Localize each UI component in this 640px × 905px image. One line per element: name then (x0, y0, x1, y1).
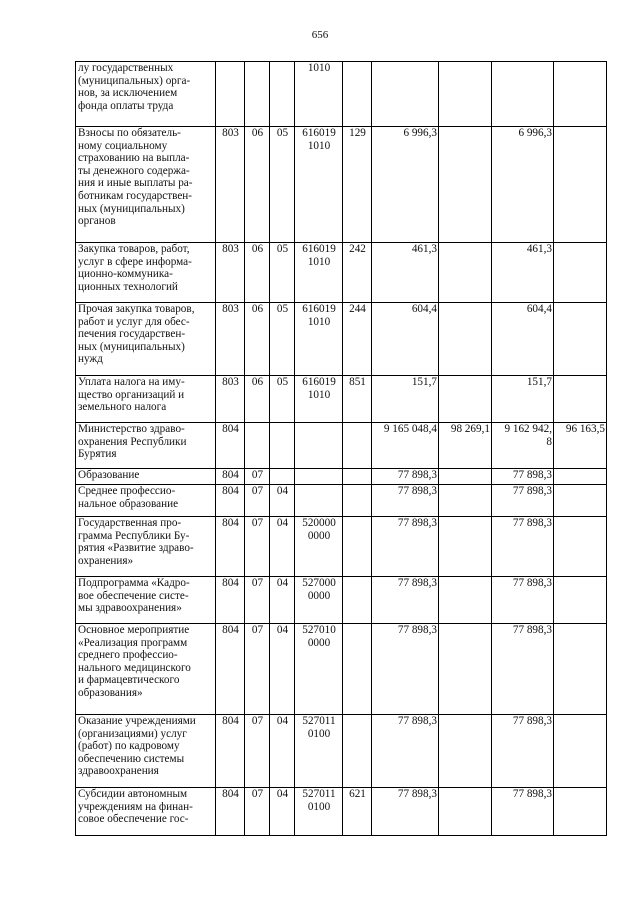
row-target-article-code: 527010 0000 (295, 624, 343, 715)
row-ministry-code: 804 (216, 577, 245, 624)
row-sum-next: 77 898,3 (492, 624, 554, 715)
row-sum: 77 898,3 (372, 577, 439, 624)
row-ministry-code: 804 (216, 788, 245, 836)
row-sum-next-subvention (554, 243, 607, 303)
page-number: 656 (311, 29, 329, 41)
row-name: Оказание учреждениями (организациями) услуг (работ) по кадровому обеспечению системы здравоохранения (76, 715, 216, 788)
row-sum-next-subvention (554, 517, 607, 577)
row-sum: 77 898,3 (372, 788, 439, 836)
row-subsection-code: 04 (270, 485, 295, 517)
row-section-code: 06 (245, 376, 270, 423)
table-row (76, 127, 607, 243)
row-sum-subvention (439, 303, 492, 376)
row-sum: 6 996,3 (372, 127, 439, 243)
table-row (76, 303, 607, 376)
row-section-code: 07 (245, 788, 270, 836)
row-subsection-code (270, 423, 295, 469)
row-sum-next: 9 162 942, 8 (492, 423, 554, 469)
row-sum: 461,3 (372, 243, 439, 303)
row-subsection-code: 04 (270, 788, 295, 836)
row-sum: 77 898,3 (372, 715, 439, 788)
row-sum-subvention (439, 624, 492, 715)
row-name: Субсидии автономным учреждениям на финан- совое обеспечение гос- (76, 788, 216, 836)
row-ministry-code: 803 (216, 243, 245, 303)
table-row (76, 469, 607, 485)
row-subsection-code: 05 (270, 303, 295, 376)
row-sum: 77 898,3 (372, 517, 439, 577)
budget-table (75, 61, 607, 836)
row-sum-subvention (439, 62, 492, 127)
row-subsection-code (270, 62, 295, 127)
row-expense-type-code (343, 469, 372, 485)
row-expense-type-code (343, 517, 372, 577)
row-name: Образование (76, 469, 216, 485)
row-target-article-code: 616019 1010 (295, 376, 343, 423)
table-row (76, 517, 607, 577)
row-sum: 77 898,3 (372, 485, 439, 517)
row-target-article-code: 527011 0100 (295, 788, 343, 836)
row-ministry-code: 803 (216, 127, 245, 243)
row-sum: 77 898,3 (372, 624, 439, 715)
row-target-article-code: 616019 1010 (295, 127, 343, 243)
row-subsection-code: 05 (270, 376, 295, 423)
row-sum-next-subvention (554, 376, 607, 423)
row-sum-next-subvention (554, 127, 607, 243)
row-sum-next: 151,7 (492, 376, 554, 423)
row-sum: 77 898,3 (372, 469, 439, 485)
row-sum-next: 77 898,3 (492, 485, 554, 517)
row-target-article-code (295, 469, 343, 485)
row-sum-next: 77 898,3 (492, 788, 554, 836)
row-name: Государственная про- грамма Республики Бу- рятия «Развитие здраво- охранения» (76, 517, 216, 577)
row-sum-next-subvention (554, 303, 607, 376)
table-row (76, 577, 607, 624)
row-sum-subvention (439, 788, 492, 836)
row-subsection-code: 04 (270, 715, 295, 788)
row-target-article-code: 1010 (295, 62, 343, 127)
row-section-code (245, 62, 270, 127)
row-sum-next: 77 898,3 (492, 517, 554, 577)
table-row (76, 376, 607, 423)
row-name: Прочая закупка товаров, работ и услуг для обес- печения государствен- ных (муниципальных) нужд (76, 303, 216, 376)
row-expense-type-code (343, 423, 372, 469)
row-section-code: 07 (245, 485, 270, 517)
row-name: Министерство здраво- охранения Республики Бурятия (76, 423, 216, 469)
row-sum-subvention (439, 469, 492, 485)
row-sum-next-subvention (554, 715, 607, 788)
row-ministry-code: 804 (216, 715, 245, 788)
row-name: Закупка товаров, работ, услуг в сфере информа- ционно-коммуника- ционных технологий (76, 243, 216, 303)
row-subsection-code: 05 (270, 127, 295, 243)
row-sum-next-subvention: 96 163,5 (554, 423, 607, 469)
row-sum-next-subvention (554, 624, 607, 715)
row-section-code: 06 (245, 243, 270, 303)
row-target-article-code: 520000 0000 (295, 517, 343, 577)
row-sum-subvention (439, 127, 492, 243)
row-section-code: 07 (245, 517, 270, 577)
row-name: Среднее профессио- нальное образование (76, 485, 216, 517)
row-target-article-code: 616019 1010 (295, 303, 343, 376)
table-row (76, 62, 607, 127)
row-sum-subvention (439, 485, 492, 517)
row-name: Основное мероприятие «Реализация программ среднего профессио- нального медицинского и фармацевтического образования» (76, 624, 216, 715)
row-sum-next-subvention (554, 62, 607, 127)
row-sum-next-subvention (554, 788, 607, 836)
row-sum-subvention: 98 269,1 (439, 423, 492, 469)
table-row (76, 243, 607, 303)
row-ministry-code (216, 62, 245, 127)
row-expense-type-code (343, 715, 372, 788)
row-sum-subvention (439, 376, 492, 423)
row-target-article-code: 527000 0000 (295, 577, 343, 624)
row-ministry-code: 804 (216, 624, 245, 715)
table-row (76, 624, 607, 715)
row-sum-subvention (439, 243, 492, 303)
row-name: Уплата налога на иму- щество организаций и земельного налога (76, 376, 216, 423)
row-expense-type-code: 244 (343, 303, 372, 376)
row-expense-type-code: 851 (343, 376, 372, 423)
row-name: Взносы по обязатель- ному социальному страхованию на выпла- ты денежного содержа- ния и иные выплаты ра- ботникам государствен- ных (муниципальных) органов (76, 127, 216, 243)
row-subsection-code (270, 469, 295, 485)
table-row (76, 788, 607, 836)
row-subsection-code: 04 (270, 517, 295, 577)
row-ministry-code: 804 (216, 423, 245, 469)
row-sum-next: 461,3 (492, 243, 554, 303)
row-sum-next: 77 898,3 (492, 469, 554, 485)
row-target-article-code (295, 485, 343, 517)
row-sum-next: 604,4 (492, 303, 554, 376)
row-expense-type-code (343, 624, 372, 715)
row-ministry-code: 803 (216, 376, 245, 423)
table-row (76, 423, 607, 469)
row-subsection-code: 04 (270, 577, 295, 624)
row-section-code: 07 (245, 469, 270, 485)
row-sum: 151,7 (372, 376, 439, 423)
row-section-code: 07 (245, 577, 270, 624)
row-sum-subvention (439, 715, 492, 788)
row-section-code: 06 (245, 127, 270, 243)
row-ministry-code: 804 (216, 517, 245, 577)
row-name: лу государственных (муниципальных) орга- нов, за исключением фонда оплаты труда (76, 62, 216, 127)
table-row (76, 715, 607, 788)
row-sum-next-subvention (554, 485, 607, 517)
row-expense-type-code (343, 577, 372, 624)
row-target-article-code: 616019 1010 (295, 243, 343, 303)
row-subsection-code: 05 (270, 243, 295, 303)
table-row (76, 485, 607, 517)
row-name: Подпрограмма «Кадро- вое обеспечение систе- мы здравоохранения» (76, 577, 216, 624)
row-sum-next: 77 898,3 (492, 577, 554, 624)
row-target-article-code (295, 423, 343, 469)
row-sum-next-subvention (554, 469, 607, 485)
row-section-code: 07 (245, 624, 270, 715)
row-ministry-code: 804 (216, 469, 245, 485)
row-sum-subvention (439, 577, 492, 624)
row-sum (372, 62, 439, 127)
row-sum: 604,4 (372, 303, 439, 376)
row-subsection-code: 04 (270, 624, 295, 715)
row-expense-type-code: 129 (343, 127, 372, 243)
row-sum-next: 77 898,3 (492, 715, 554, 788)
row-section-code: 07 (245, 715, 270, 788)
row-sum-next-subvention (554, 577, 607, 624)
row-ministry-code: 803 (216, 303, 245, 376)
row-ministry-code: 804 (216, 485, 245, 517)
row-expense-type-code (343, 485, 372, 517)
row-expense-type-code (343, 62, 372, 127)
row-section-code: 06 (245, 303, 270, 376)
row-section-code (245, 423, 270, 469)
row-target-article-code: 527011 0100 (295, 715, 343, 788)
row-sum: 9 165 048,4 (372, 423, 439, 469)
row-expense-type-code: 242 (343, 243, 372, 303)
table-body (76, 62, 607, 836)
row-expense-type-code: 621 (343, 788, 372, 836)
row-sum-next: 6 996,3 (492, 127, 554, 243)
row-sum-subvention (439, 517, 492, 577)
row-sum-next (492, 62, 554, 127)
